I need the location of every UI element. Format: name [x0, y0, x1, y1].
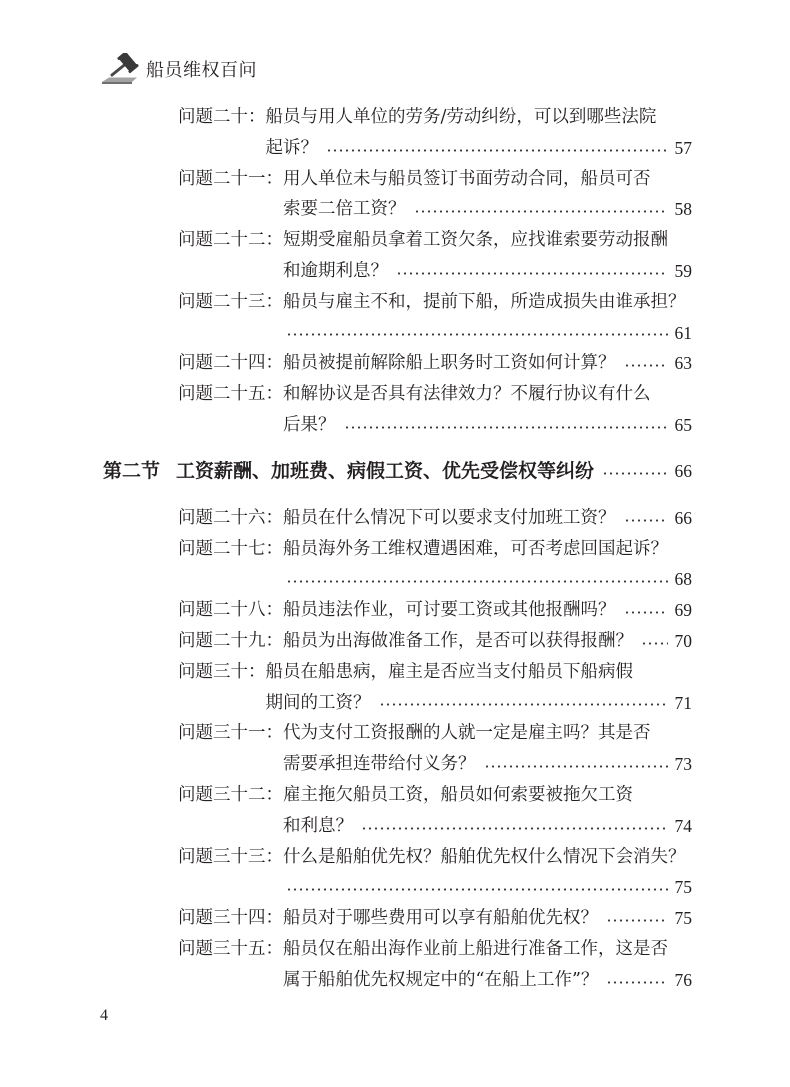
entry-title-line [283, 194, 692, 225]
entry-body [283, 348, 692, 379]
dot-leader [602, 472, 667, 475]
page-reference: 76 [674, 969, 692, 990]
entry-title-text: 船员违法作业，可讨要工资或其他报酬吗？ [283, 600, 616, 621]
question-label: 问题二十四： [178, 353, 283, 374]
page-reference: 75 [674, 908, 692, 929]
toc-entry [178, 379, 692, 441]
page-reference: 71 [674, 692, 692, 713]
entry-title-line [283, 842, 692, 873]
entry-leader-line [283, 872, 692, 903]
entry-body [283, 903, 692, 934]
table-of-contents [103, 102, 692, 996]
entry-title-line [283, 934, 692, 965]
page-reference: 59 [674, 260, 692, 281]
page-reference: 75 [674, 877, 692, 898]
entry-title-line [283, 903, 692, 934]
toc-entry [178, 348, 692, 379]
entry-title-line [266, 688, 693, 719]
entry-title-text: 船员与雇主不和，提前下船，所造成损失由谁承担？ [283, 291, 686, 312]
dot-leader [286, 333, 668, 336]
dot-leader [641, 642, 668, 645]
gavel-icon [100, 53, 144, 85]
entry-title-text: 需要承担连带给付义务？ [283, 754, 476, 775]
question-label: 问题三十五： [178, 938, 283, 959]
toc-entry [178, 780, 692, 842]
entry-title-text: 起诉？ [265, 137, 318, 158]
entry-body [283, 164, 692, 226]
entry-title-line [266, 133, 693, 164]
entry-title-text: 船员海外务工维权遭遇困难，可否考虑回国起诉？ [283, 538, 668, 559]
entry-title-text: 和逾期利息？ [283, 260, 388, 281]
dot-leader [326, 149, 668, 152]
page-reference: 69 [674, 600, 692, 621]
entry-title-line [283, 379, 692, 410]
toc-entry [178, 657, 692, 719]
entry-title-line [283, 595, 692, 626]
entry-leader-line [283, 318, 692, 349]
question-label: 问题二十六： [178, 507, 283, 528]
page-number: 4 [100, 1007, 108, 1024]
entry-body [283, 934, 692, 996]
question-label: 问题二十一： [178, 168, 283, 189]
page-reference: 58 [674, 199, 692, 220]
page-reference: 61 [674, 322, 692, 343]
page-reference: 57 [674, 137, 692, 158]
entry-title-text: 船员在什么情况下可以要求支付加班工资？ [283, 507, 616, 528]
question-label: 问题三十三： [178, 846, 283, 867]
entry-body [283, 626, 692, 657]
dot-leader [624, 519, 668, 522]
toc-entry [178, 225, 692, 287]
entry-title-line [266, 657, 693, 688]
dot-leader [624, 364, 668, 367]
entry-title-line [283, 503, 692, 534]
toc-entry [178, 534, 692, 596]
toc-entry [178, 102, 692, 164]
section-heading [103, 456, 692, 487]
entry-title-line [266, 102, 693, 133]
entry-body [283, 842, 692, 904]
toc-entry [178, 718, 692, 780]
entry-body [283, 780, 692, 842]
dot-leader [286, 580, 668, 583]
dot-leader [396, 272, 668, 275]
page-reference: 68 [674, 569, 692, 590]
entry-title-text: 期间的工资？ [265, 692, 371, 713]
entry-title-text: 短期受雇船员拿着工资欠条，应找谁索要劳动报酬 [283, 230, 668, 251]
toc-entry [178, 842, 692, 904]
question-label: 问题二十三： [178, 291, 283, 312]
toc-entry [178, 164, 692, 226]
entry-title-line [283, 780, 692, 811]
dot-leader [344, 426, 668, 429]
entry-title-text: 属于船舶优先权规定中的“在船上工作”？ [283, 969, 599, 990]
entry-title-line [283, 225, 692, 256]
dot-leader [606, 919, 668, 922]
entry-title-line [283, 626, 692, 657]
entry-title-line [283, 410, 692, 441]
question-label: 问题三十一： [178, 723, 283, 744]
question-label: 问题二十五： [178, 384, 283, 405]
page-reference: 66 [674, 460, 692, 481]
book-title: 船员维权百问 [146, 60, 257, 81]
dot-leader [286, 888, 668, 891]
entry-title-line [283, 534, 692, 565]
entry-body [283, 379, 692, 441]
dot-leader [414, 210, 668, 213]
entry-body [283, 534, 692, 596]
entry-title-line [283, 965, 692, 996]
entry-title-text: 船员在船患病，雇主是否应当支付船员下船病假 [265, 661, 633, 682]
page-reference: 73 [674, 754, 692, 775]
toc-entry [178, 626, 692, 657]
dot-leader [361, 827, 668, 830]
page-reference: 66 [674, 507, 692, 528]
question-label: 问题二十二： [178, 230, 283, 251]
page-reference: 74 [674, 815, 692, 836]
dot-leader [624, 611, 668, 614]
entry-title-text: 船员对于哪些费用可以享有船舶优先权？ [283, 908, 598, 929]
entry-title-text: 船员与用人单位的劳务/劳动纠纷，可以到哪些法院 [265, 107, 657, 127]
section-title: 工资薪酬、加班费、病假工资、优先受偿权等纠纷 [176, 459, 595, 482]
entry-title-line [283, 718, 692, 749]
entry-body [283, 718, 692, 780]
entry-title-line [283, 287, 692, 318]
entry-body [283, 595, 692, 626]
dot-leader [484, 765, 668, 768]
toc-entry [178, 503, 692, 534]
page-reference: 65 [674, 414, 692, 435]
entry-leader-line [283, 564, 692, 595]
entry-body [283, 225, 692, 287]
toc-entry [178, 595, 692, 626]
toc-entry [178, 903, 692, 934]
entry-title-text: 船员为出海做准备工作，是否可以获得报酬？ [283, 630, 633, 651]
entry-title-line [283, 348, 692, 379]
question-label: 问题三十： [178, 661, 266, 682]
entry-title-text: 代为支付工资报酬的人就一定是雇主吗？其是否 [283, 723, 651, 744]
page-reference: 63 [674, 353, 692, 374]
question-label: 问题二十八： [178, 600, 283, 621]
entry-title-line [283, 256, 692, 287]
running-head [100, 52, 257, 86]
entry-title-text: 用人单位未与船员签订书面劳动合同，船员可否 [283, 168, 651, 189]
entry-title-text: 雇主拖欠船员工资，船员如何索要被拖欠工资 [283, 784, 633, 805]
question-label: 问题三十四： [178, 908, 283, 929]
entry-title-text: 后果？ [283, 414, 336, 435]
entry-body [283, 287, 692, 349]
entry-title-text: 索要二倍工资？ [283, 199, 406, 220]
toc-entry [178, 287, 692, 349]
dot-leader [606, 981, 667, 984]
entry-body [266, 657, 693, 719]
entry-title-text: 和解协议是否具有法律效力？不履行协议有什么 [283, 384, 651, 405]
entry-title-text: 船员被提前解除船上职务时工资如何计算？ [283, 353, 616, 374]
section-number: 第二节 [103, 459, 161, 482]
question-label: 问题二十： [178, 107, 266, 127]
entry-title-line [283, 749, 692, 780]
entry-body [266, 102, 693, 164]
entry-title-text: 船员仅在船出海作业前上船进行准备工作，这是否 [283, 938, 668, 959]
entry-title-line [283, 811, 692, 842]
question-label: 问题二十九： [178, 630, 283, 651]
entry-title-text: 和利息？ [283, 815, 353, 836]
page-reference: 70 [674, 630, 692, 651]
dot-leader [379, 703, 668, 706]
question-label: 问题二十七： [178, 538, 283, 559]
entry-title-line [283, 164, 692, 195]
toc-entry [178, 934, 692, 996]
entry-title-text: 什么是船舶优先权？船舶优先权什么情况下会消失？ [283, 846, 686, 867]
question-label: 问题三十二： [178, 784, 283, 805]
entry-body [283, 503, 692, 534]
